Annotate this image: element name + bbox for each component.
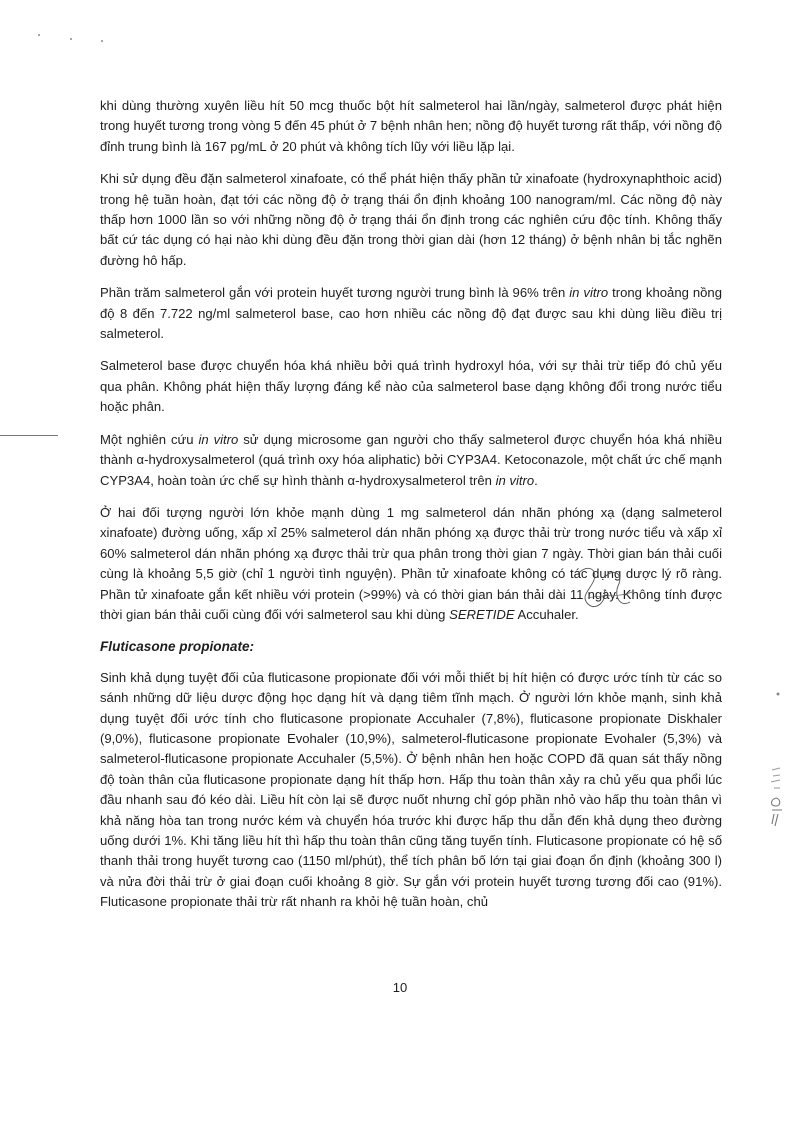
- paragraph-salmeterol-plasma: khi dùng thường xuyên liều hít 50 mcg thuốc bột hít salmeterol hai lần/ngày, salmeterol được phát hiện trong huyết tương trong vòng 5 đến 45 phút ở 7 bệnh nhân hen; nồng độ huyết tương rất thấp, với nồng độ đỉnh trung bình là 167 pg/mL ở 20 phút và không tích lũy với liều lặp lại.: [100, 98, 722, 154]
- section-heading: Fluticasone propionate:: [100, 639, 255, 655]
- paragraph-fluticasone: Sinh khả dụng tuyệt đối của fluticasone propionate đối với mỗi thiết bị hít hiện có được ước tính từ các so sánh những dữ liệu dược động học dạng hít và dạng tiêm tĩnh mạch. Ở người lớn khỏe mạnh, sinh khả dụng tuyệt đối ước tính cho fluticasone propionate Accuhaler (7,8%), fluticasone propionate Diskhaler (9,0%), fluticasone propionate Evohaler (10,9%), salmeterol-fluticasone propionate Evohaler (5,3%) và salmeterol-fluticasone propionate Accuhaler (5,5%). Ở bệnh nhân hen hoặc COPD đã quan sát thấy nồng độ toàn thân của fluticasone propionate dạng hít thấp hơn. Hấp thu toàn thân xảy ra chủ yếu qua phổi lúc đầu nhanh sau đó kéo dài. Liều hít còn lại sẽ được nuốt nhưng chỉ góp phần nhỏ vào hấp thu toàn thân vì khả năng hòa tan trong nước kém và chuyển hóa trước khi được hấp thu dẫn đến khả dụng theo đường uống dưới 1%. Khi tăng liều hít thì hấp thu toàn thân cũng tăng tuyến tính. Fluticasone propionate có hệ số thanh thải trong huyết tương cao (1150 ml/phút), thể tích phân bố lớn tại giai đoạn ổn định (khoảng 300 l) và nửa đời thải trừ ở giai đoạn cuối khoảng 8 giờ. Sự gắn với protein huyết tương tương đối cao (91%). Fluticasone propionate thải trừ rất nhanh ra khỏi hệ tuần hoàn, chủ: [100, 669, 722, 910]
- stamp-mark: [762, 690, 788, 830]
- paragraph-cyp3a4: Một nghiên cứu in vitro sử dụng microsome gan người cho thấy salmeterol được chuyển hóa khá nhiều thành α-hydroxysalmeterol (quá trình oxy hóa aliphatic) bởi CYP3A4. Ketoconazole, một chất ức chế mạnh CYP3A4, hoàn toàn ức chế sự hình thành α-hydroxysalmeterol trên in vitro.: [100, 431, 722, 488]
- scan-artifact-line: [0, 435, 58, 436]
- paragraph-protein-binding: Phần trăm salmeterol gắn với protein huyết tương người trung bình là 96% trên in vitro trong khoảng nồng độ 8 đến 7.722 ng/ml salmeterol base, cao hơn nhiều các nồng độ đạt được sau khi dùng liều điều trị salmeterol.: [100, 285, 722, 342]
- document-body: [100, 96, 722, 913]
- page-number: 10: [392, 980, 408, 995]
- paragraph-excretion: Ở hai đối tượng người lớn khỏe mạnh dùng 1 mg salmeterol dán nhãn phóng xạ (dạng salmeterol xinafoate) đường uống, xấp xỉ 25% salmeterol dán nhãn phóng xạ được thải trừ trong nước tiểu và xấp xỉ 60% salmeterol dán nhãn phóng xạ được thải trừ qua phân trong thời gian 7 ngày. Thời gian bán thải cuối cùng là khoảng 5,5 giờ (chỉ 1 người tình nguyện). Phần tử xinafoate không có tác dụng dược lý rõ ràng. Phần tử xinafoate gắn kết nhiều với protein (>99%) và có thời gian bán thải dài 11 ngày. Không tính được thời gian bán thải cuối cùng đối với salmeterol sau khi dùng SERETIDE Accuhaler.: [100, 504, 722, 622]
- signature-mark: [558, 546, 648, 636]
- scan-speck: [70, 38, 72, 40]
- scan-speck: [38, 34, 40, 36]
- scan-speck: [101, 40, 103, 42]
- paragraph-xinafoate: Khi sử dụng đều đặn salmeterol xinafoate, có thể phát hiện thấy phần tử xinafoate (hydroxynaphthoic acid) trong hệ tuần hoàn, đạt tới các nồng độ ở trạng thái ổn định khoảng 100 nanogram/ml. Các nồng độ này thấp hơn 1000 lần so với những nồng độ ở trạng thái ổn định trong các nghiên cứu độc tính. Không thấy bất cứ tác dụng có hại nào khi dùng đều đặn trong thời gian dài (hơn 12 tháng) ở bệnh nhân bị tắc nghẽn đường hô hấp.: [100, 171, 722, 268]
- paragraph-metabolism: Salmeterol base được chuyển hóa khá nhiều bởi quá trình hydroxyl hóa, với sự thải trừ tiếp đó chủ yếu qua phân. Không phát hiện thấy lượng đáng kể nào của salmeterol base dạng không đổi trong nước tiểu hoặc phân.: [100, 358, 722, 415]
